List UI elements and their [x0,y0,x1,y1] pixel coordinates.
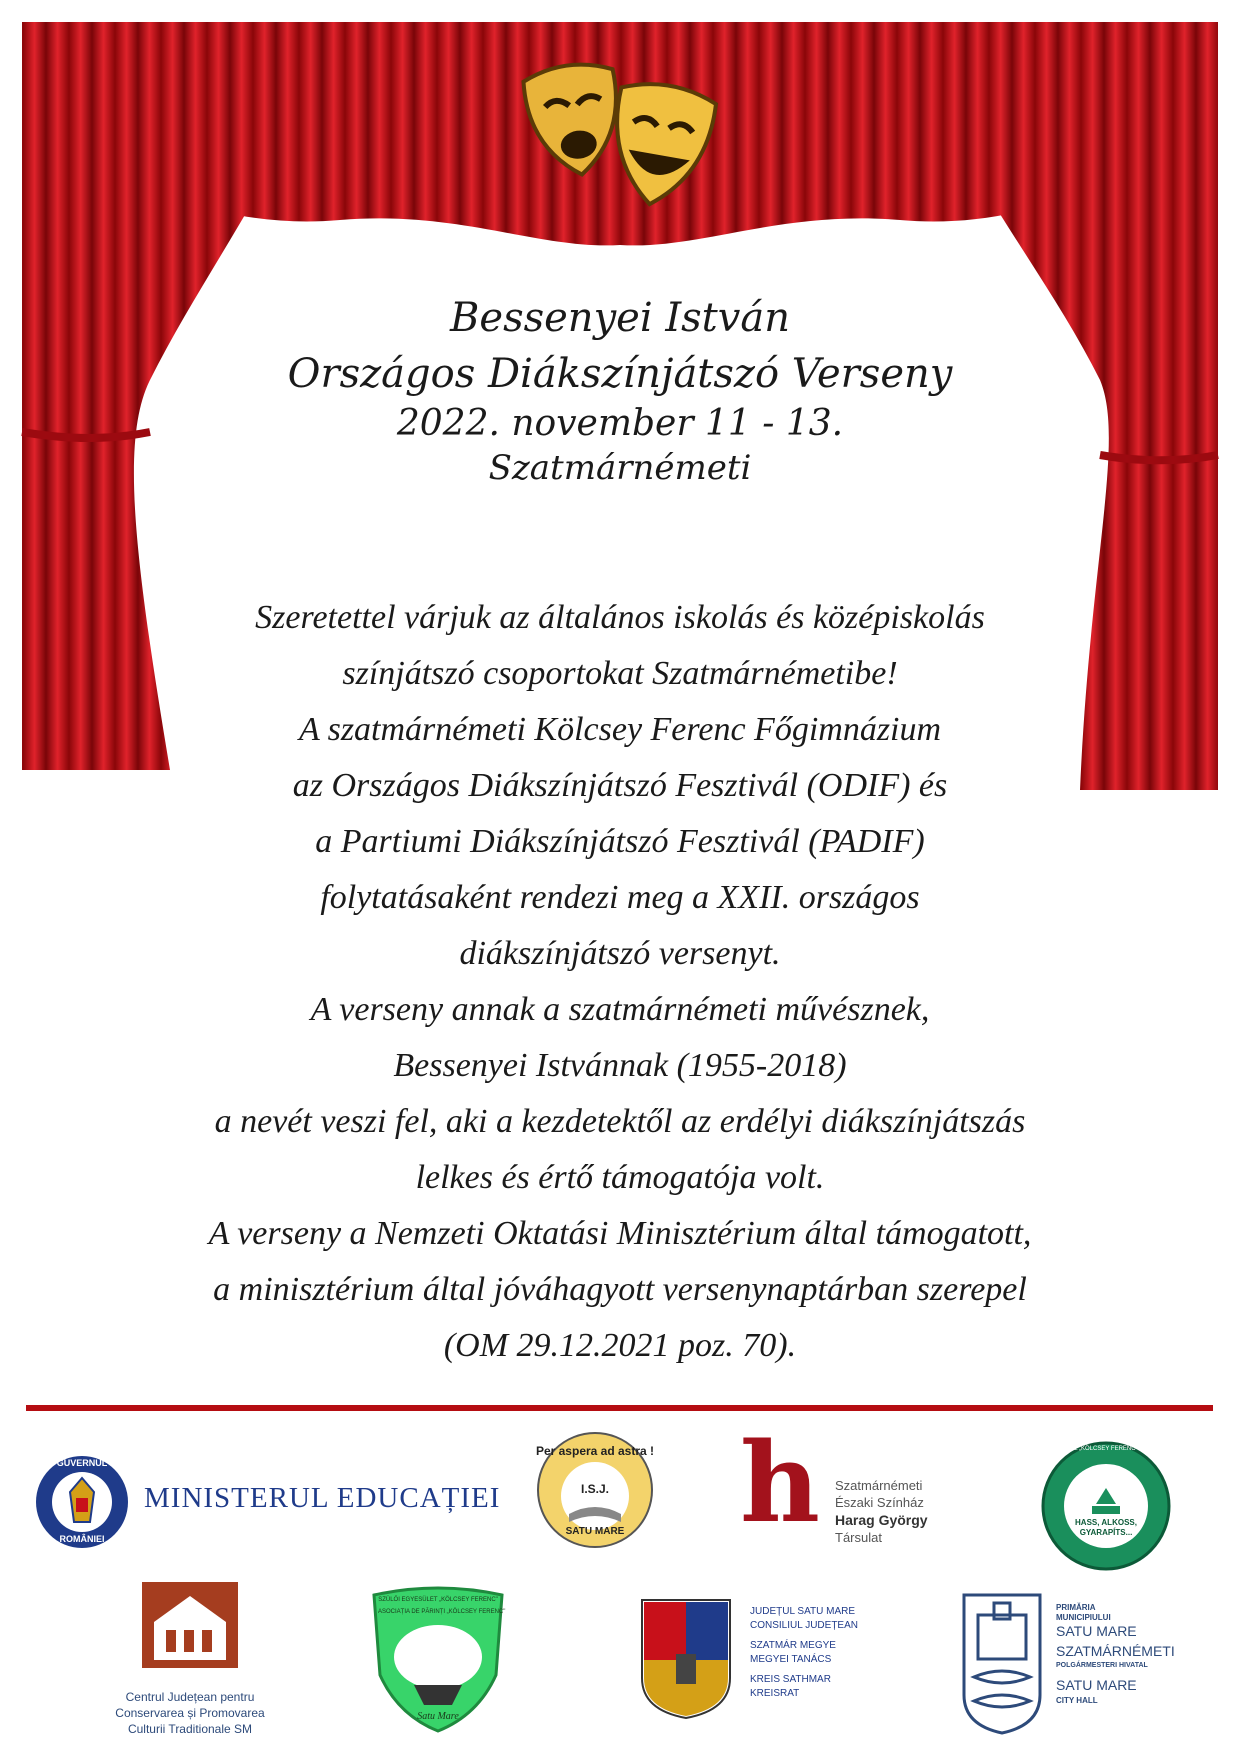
city-hall-line5: POLGÁRMESTERI HIVATAL [1056,1662,1148,1669]
text-line: a minisztérium által jóváhagyott versenynaptárban szerepel [213,1271,1027,1308]
county-line6: KREISRAT [750,1688,800,1699]
theatre-line1: Szatmárnémeti [835,1478,923,1493]
text-line: A verseny annak a szatmárnémeti művésznek, [310,991,930,1028]
theatre-h-letter: h [740,1418,820,1547]
government-seal-top: GUVERNUL [56,1458,108,1468]
isj-abbr: I.S.J. [580,1482,609,1496]
kolcsey-ring-text: NATIONAL „KÖLCSEY FERENC" FŐGIMNÁZIUM [1048,1446,1183,1452]
city-hall-line4: SZATMÁRNÉMETI [1056,1643,1175,1659]
text-line: A verseny a Nemzeti Oktatási Minisztérium által támogatott, [208,1215,1032,1252]
ministry-name: MINISTERUL EDUCAȚIEI [144,1482,501,1514]
theatre-line2: Északi Színház [835,1495,924,1510]
event-name: Bessenyei István [450,295,790,341]
theatre-line4: Társulat [835,1530,882,1545]
city-hall-line3: SATU MARE [1056,1623,1137,1639]
centrul-line3: Culturii Traditionale SM [127,1722,253,1736]
ministry-of-education-logo [32,1452,512,1552]
parents-middle-text: ASOCIAȚIA DE PĂRINȚI „KÖLCSEY FERENC" [378,1609,506,1615]
parents-top-text: SZÜLŐI EGYESÜLET „KÖLCSEY FERENC" [378,1597,498,1603]
text-line: Szeretettel várjuk az általános iskolás és középiskolás [255,599,985,636]
county-council-logo [640,1598,880,1738]
isj-satu-mare-logo [535,1430,655,1550]
county-line3: SZATMÁR MEGYE [750,1640,836,1651]
city-hall-line2: MUNICIPIULUI [1056,1613,1111,1622]
event-city: Szatmárnémeti [488,448,752,488]
sponsor-divider [26,1405,1213,1411]
centrul-line1: Centrul Județean pentru [125,1690,255,1704]
text-line: (OM 29.12.2021 poz. 70). [443,1327,797,1364]
parents-association-logo [368,1585,508,1735]
kolcsey-gymnasium-seal [1040,1440,1183,1572]
house-icon [140,1580,240,1670]
text-line: lelkes és értő támogatója volt. [415,1159,825,1196]
county-line4: MEGYEI TANÁCS [750,1654,832,1665]
text-line: a Partiumi Diákszínjátszó Fesztivál (PADIF) [315,823,925,860]
parents-place: Satu Mare [417,1711,459,1722]
centrul-judetean-logo [100,1580,280,1740]
city-hall-line7: CITY HALL [1056,1696,1098,1705]
centrul-line2: Conservarea și Promovarea [115,1706,265,1720]
county-coat-of-arms-icon [640,1598,732,1720]
text-line: Bessenyei Istvánnak (1955-2018) [393,1047,847,1084]
city-hall-line1: PRIMĂRIA [1056,1603,1096,1612]
invitation-text [90,590,1150,1374]
government-seal-bottom: ROMÂNIEI [59,1534,105,1544]
kolcsey-seal-icon [1040,1440,1183,1572]
text-line: a nevét veszi fel, aki a kezdetektől az erdélyi diákszínjátszás [214,1103,1026,1140]
event-title-block [240,290,1000,490]
county-line1: JUDEȚUL SATU MARE [750,1606,856,1617]
event-subtitle: Országos Diákszínjátszó Verseny [287,351,953,397]
text-line: A szatmárnémeti Kölcsey Ferenc Főgimnázium [298,711,942,748]
theatre-masks-icon [520,55,720,215]
northern-theatre-logo [660,1418,1000,1550]
city-coat-of-arms-icon [960,1585,1044,1735]
text-line: folytatásaként rendezi meg a XXII. országos [320,879,920,916]
text-line: az Országos Diákszínjátszó Fesztivál (ODIF) és [292,767,948,804]
kolcsey-motto: HASS, ALKOSS, GYARAPÍTS... [1075,1518,1137,1537]
county-line2: CONSILIUL JUDEȚEAN [750,1620,858,1631]
text-line: színjátszó csoportokat Szatmárnémetibe! [342,655,898,692]
text-line: diákszínjátszó versenyt. [459,935,781,972]
theatre-line3: Harag György [835,1512,928,1528]
isj-motto: Per aspera ad astra ! [535,1444,655,1458]
event-date: 2022. november 11 - 13. [396,403,844,444]
county-line5: KREIS SATHMAR [750,1674,831,1685]
isj-place: SATU MARE [565,1526,625,1537]
city-hall-logo [960,1585,1210,1745]
city-hall-line6: SATU MARE [1056,1677,1137,1693]
